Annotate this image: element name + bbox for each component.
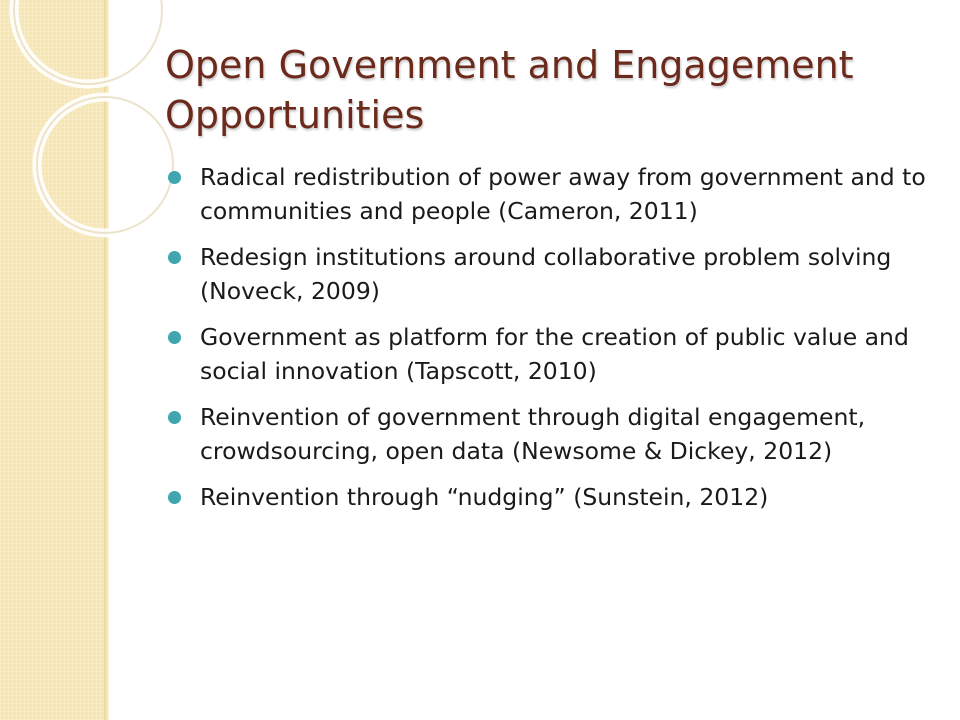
bullet-item-5	[168, 480, 938, 514]
bullet-text: Radical redistribution of power away from government and to communities and people (Cameron, 2011)	[200, 163, 926, 225]
bullet-item-4	[168, 400, 938, 468]
bullet-text: Redesign institutions around collaborative problem solving (Noveck, 2009)	[200, 243, 892, 305]
bullet-list	[168, 160, 938, 526]
bullet-item-2	[168, 240, 938, 308]
bullet-text: Government as platform for the creation of public value and social innovation (Tapscott, 2010)	[200, 323, 909, 385]
slide-title: Open Government and Engagement Opportunities	[165, 43, 854, 137]
decorative-ring-top-outline	[14, 0, 162, 84]
bullet-dot-icon	[168, 171, 181, 184]
bullet-item-1	[168, 160, 938, 228]
bullet-dot-icon	[168, 331, 181, 344]
bullet-dot-icon	[168, 251, 181, 264]
bullet-text: Reinvention through “nudging” (Sunstein, 2012)	[200, 483, 769, 511]
bullet-item-3	[168, 320, 938, 388]
bullet-dot-icon	[168, 411, 181, 424]
decorative-ring-middle-outline	[37, 97, 173, 233]
bullet-text: Reinvention of government through digital engagement, crowdsourcing, open data (Newsome & Dickey, 2012)	[200, 403, 866, 465]
bullet-dot-icon	[168, 491, 181, 504]
decorative-ring-top	[14, 0, 162, 84]
